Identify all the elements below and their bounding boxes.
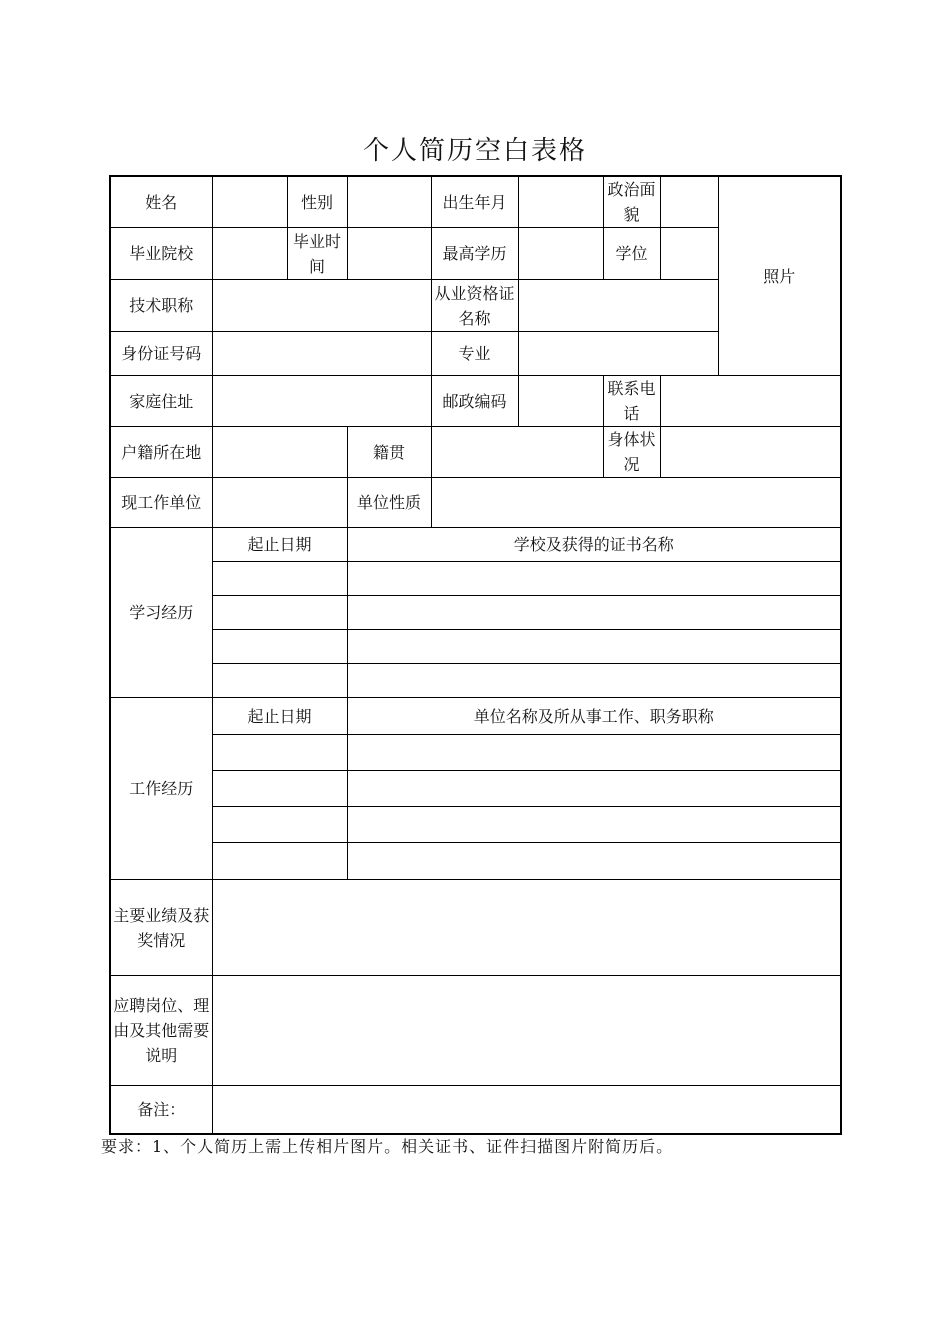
study-content-cell[interactable] xyxy=(347,596,841,630)
health-cell[interactable] xyxy=(660,427,841,478)
requirement-note: 要求：1、个人简历上需上传相片图片。相关证书、证件扫描图片附简历后。 xyxy=(101,1137,674,1156)
study-content-cell[interactable] xyxy=(347,630,841,664)
id-number-label: 身份证号码 xyxy=(110,332,212,376)
remarks-cell[interactable] xyxy=(212,1086,841,1134)
work-history-label: 工作经历 xyxy=(110,698,212,880)
work-content-cell[interactable] xyxy=(347,771,841,807)
achievements-cell[interactable] xyxy=(212,880,841,976)
major-label: 专业 xyxy=(431,332,518,376)
work-content-cell[interactable] xyxy=(347,843,841,880)
hukou-label: 户籍所在地 xyxy=(110,427,212,478)
study-date-header: 起止日期 xyxy=(212,528,347,562)
degree-label: 学位 xyxy=(603,228,660,280)
position-reason-label: 应聘岗位、理由及其他需要说明 xyxy=(110,976,212,1086)
school-label: 毕业院校 xyxy=(110,228,212,280)
photo-cell[interactable]: 照片 xyxy=(718,176,841,376)
position-reason-cell[interactable] xyxy=(212,976,841,1086)
address-label: 家庭住址 xyxy=(110,376,212,427)
education-cell[interactable] xyxy=(518,228,603,280)
page-title: 个人简历空白表格 xyxy=(362,136,587,166)
major-cell[interactable] xyxy=(518,332,718,376)
birth-label: 出生年月 xyxy=(431,176,518,228)
study-date-cell[interactable] xyxy=(212,596,347,630)
work-date-cell[interactable] xyxy=(212,771,347,807)
study-content-header: 学校及获得的证书名称 xyxy=(347,528,841,562)
employer-label: 现工作单位 xyxy=(110,478,212,528)
work-date-header: 起止日期 xyxy=(212,698,347,735)
tech-title-label: 技术职称 xyxy=(110,280,212,332)
phone-cell[interactable] xyxy=(660,376,841,427)
study-history-label: 学习经历 xyxy=(110,528,212,698)
address-cell[interactable] xyxy=(212,376,431,427)
study-date-cell[interactable] xyxy=(212,630,347,664)
study-date-cell[interactable] xyxy=(212,562,347,596)
study-content-cell[interactable] xyxy=(347,664,841,698)
grad-time-cell[interactable] xyxy=(347,228,431,280)
degree-cell[interactable] xyxy=(660,228,718,280)
achievements-label: 主要业绩及获奖情况 xyxy=(110,880,212,976)
qualification-label: 从业资格证名称 xyxy=(431,280,518,332)
postcode-cell[interactable] xyxy=(518,376,603,427)
work-date-cell[interactable] xyxy=(212,843,347,880)
school-cell[interactable] xyxy=(212,228,287,280)
work-date-cell[interactable] xyxy=(212,735,347,771)
work-content-cell[interactable] xyxy=(347,807,841,843)
postcode-label: 邮政编码 xyxy=(431,376,518,427)
gender-label: 性别 xyxy=(287,176,347,228)
name-cell[interactable] xyxy=(212,176,287,228)
study-content-cell[interactable] xyxy=(347,562,841,596)
work-content-header: 单位名称及所从事工作、职务职称 xyxy=(347,698,841,735)
politics-label: 政治面貌 xyxy=(603,176,660,228)
work-content-cell[interactable] xyxy=(347,735,841,771)
health-label: 身体状况 xyxy=(603,427,660,478)
native-place-cell[interactable] xyxy=(431,427,603,478)
politics-cell[interactable] xyxy=(660,176,718,228)
hukou-cell[interactable] xyxy=(212,427,347,478)
qualification-cell[interactable] xyxy=(518,280,718,332)
employer-type-cell[interactable] xyxy=(431,478,841,528)
work-date-cell[interactable] xyxy=(212,807,347,843)
employer-cell[interactable] xyxy=(212,478,347,528)
resume-form xyxy=(109,175,842,1135)
id-number-cell[interactable] xyxy=(212,332,431,376)
study-date-cell[interactable] xyxy=(212,664,347,698)
name-label: 姓名 xyxy=(110,176,212,228)
remarks-label: 备注： xyxy=(110,1086,212,1134)
grad-time-label: 毕业时间 xyxy=(287,228,347,280)
phone-label: 联系电话 xyxy=(603,376,660,427)
tech-title-cell[interactable] xyxy=(212,280,431,332)
employer-type-label: 单位性质 xyxy=(347,478,431,528)
education-label: 最高学历 xyxy=(431,228,518,280)
native-place-label: 籍贯 xyxy=(347,427,431,478)
birth-cell[interactable] xyxy=(518,176,603,228)
gender-cell[interactable] xyxy=(347,176,431,228)
